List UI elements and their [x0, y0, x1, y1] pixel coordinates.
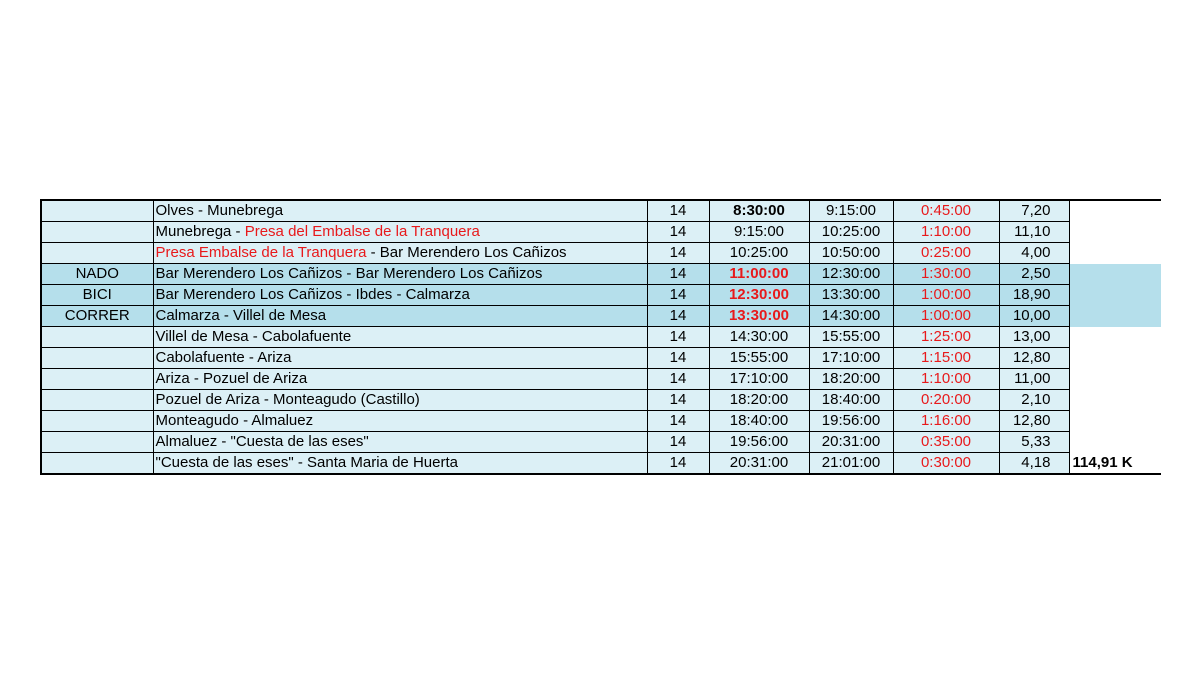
duration: 1:15:00 — [893, 348, 999, 369]
route-text-tail: - Bar Merendero Los Cañizos — [366, 244, 567, 261]
route-cell — [153, 390, 647, 411]
route-cell — [153, 285, 647, 306]
start-time: 9:15:00 — [709, 222, 809, 243]
total-column-cell — [1069, 285, 1161, 306]
route-text: Almaluez - "Cuesta de las eses" — [155, 433, 369, 450]
end-time: 9:15:00 — [809, 200, 893, 222]
route-text: Monteagudo - Almaluez — [155, 412, 314, 429]
route-cell — [153, 369, 647, 390]
route-cell — [153, 348, 647, 369]
total-distance: 114,91 K — [1069, 453, 1161, 475]
distance-km: 11,10 — [999, 222, 1069, 243]
total-column-cell — [1069, 243, 1161, 264]
table-row — [41, 411, 1161, 432]
discipline-label — [41, 390, 153, 411]
table-row — [41, 390, 1161, 411]
table-row — [41, 327, 1161, 348]
table-row — [41, 453, 1161, 475]
duration: 0:30:00 — [893, 453, 999, 475]
total-column-cell — [1069, 306, 1161, 327]
duration: 0:25:00 — [893, 243, 999, 264]
participant-count: 14 — [647, 243, 709, 264]
distance-km: 10,00 — [999, 306, 1069, 327]
route-text: Bar Merendero Los Cañizos - Bar Merendero Los Cañizos — [155, 265, 543, 282]
duration: 1:16:00 — [893, 411, 999, 432]
discipline-label — [41, 222, 153, 243]
duration: 0:35:00 — [893, 432, 999, 453]
discipline-label — [41, 453, 153, 475]
distance-km: 2,50 — [999, 264, 1069, 285]
start-time: 18:40:00 — [709, 411, 809, 432]
duration: 1:00:00 — [893, 285, 999, 306]
discipline-label — [41, 327, 153, 348]
distance-km: 2,10 — [999, 390, 1069, 411]
schedule-table — [40, 199, 1161, 475]
participant-count: 14 — [647, 264, 709, 285]
participant-count: 14 — [647, 306, 709, 327]
participant-count: 14 — [647, 432, 709, 453]
discipline-label — [41, 369, 153, 390]
route-cell — [153, 453, 647, 475]
table-row — [41, 348, 1161, 369]
route-cell — [153, 432, 647, 453]
table-row — [41, 432, 1161, 453]
route-text: Olves - Munebrega — [155, 202, 284, 219]
start-time: 12:30:00 — [709, 285, 809, 306]
discipline-label — [41, 411, 153, 432]
participant-count: 14 — [647, 348, 709, 369]
end-time: 13:30:00 — [809, 285, 893, 306]
table-row — [41, 264, 1161, 285]
end-time: 18:20:00 — [809, 369, 893, 390]
start-time: 17:10:00 — [709, 369, 809, 390]
start-time: 10:25:00 — [709, 243, 809, 264]
end-time: 19:56:00 — [809, 411, 893, 432]
start-time: 20:31:00 — [709, 453, 809, 475]
route-text: Pozuel de Ariza - Monteagudo (Castillo) — [155, 391, 420, 408]
total-column-cell — [1069, 369, 1161, 390]
start-time: 13:30:00 — [709, 306, 809, 327]
participant-count: 14 — [647, 222, 709, 243]
start-time: 14:30:00 — [709, 327, 809, 348]
discipline-label — [41, 348, 153, 369]
duration: 0:45:00 — [893, 200, 999, 222]
route-cell — [153, 243, 647, 264]
end-time: 12:30:00 — [809, 264, 893, 285]
table-row — [41, 306, 1161, 327]
end-time: 18:40:00 — [809, 390, 893, 411]
participant-count: 14 — [647, 369, 709, 390]
distance-km: 13,00 — [999, 327, 1069, 348]
start-time: 11:00:00 — [709, 264, 809, 285]
total-column-cell — [1069, 411, 1161, 432]
end-time: 10:25:00 — [809, 222, 893, 243]
total-column-cell — [1069, 348, 1161, 369]
participant-count: 14 — [647, 285, 709, 306]
table-row — [41, 243, 1161, 264]
discipline-label: NADO — [41, 264, 153, 285]
route-cell — [153, 222, 647, 243]
discipline-label — [41, 432, 153, 453]
route-highlight-text: Presa del Embalse de la Tranquera — [244, 223, 480, 240]
total-column-cell — [1069, 327, 1161, 348]
table-row — [41, 369, 1161, 390]
participant-count: 14 — [647, 411, 709, 432]
distance-km: 5,33 — [999, 432, 1069, 453]
participant-count: 14 — [647, 453, 709, 475]
discipline-label: BICI — [41, 285, 153, 306]
discipline-label: CORRER — [41, 306, 153, 327]
route-highlight-text: Presa Embalse de la Tranquera — [155, 244, 367, 261]
start-time: 8:30:00 — [709, 200, 809, 222]
table-row — [41, 200, 1161, 222]
route-text: Munebrega - — [155, 223, 245, 240]
total-column-cell — [1069, 200, 1161, 222]
duration: 1:10:00 — [893, 369, 999, 390]
start-time: 18:20:00 — [709, 390, 809, 411]
route-text: Villel de Mesa - Cabolafuente — [155, 328, 352, 345]
end-time: 17:10:00 — [809, 348, 893, 369]
discipline-label — [41, 243, 153, 264]
table-row — [41, 285, 1161, 306]
table-row — [41, 222, 1161, 243]
discipline-label — [41, 200, 153, 222]
route-cell — [153, 200, 647, 222]
end-time: 10:50:00 — [809, 243, 893, 264]
end-time: 21:01:00 — [809, 453, 893, 475]
distance-km: 12,80 — [999, 348, 1069, 369]
participant-count: 14 — [647, 327, 709, 348]
route-text: Cabolafuente - Ariza — [155, 349, 292, 366]
distance-km: 18,90 — [999, 285, 1069, 306]
distance-km: 4,00 — [999, 243, 1069, 264]
end-time: 14:30:00 — [809, 306, 893, 327]
route-cell — [153, 411, 647, 432]
start-time: 15:55:00 — [709, 348, 809, 369]
total-column-cell — [1069, 222, 1161, 243]
duration: 1:30:00 — [893, 264, 999, 285]
duration: 0:20:00 — [893, 390, 999, 411]
duration: 1:00:00 — [893, 306, 999, 327]
distance-km: 7,20 — [999, 200, 1069, 222]
end-time: 20:31:00 — [809, 432, 893, 453]
distance-km: 11,00 — [999, 369, 1069, 390]
route-cell — [153, 264, 647, 285]
distance-km: 4,18 — [999, 453, 1069, 475]
total-column-cell — [1069, 390, 1161, 411]
route-text: "Cuesta de las eses" - Santa Maria de Huerta — [155, 454, 458, 471]
route-cell — [153, 306, 647, 327]
end-time: 15:55:00 — [809, 327, 893, 348]
duration: 1:10:00 — [893, 222, 999, 243]
route-text: Ariza - Pozuel de Ariza — [155, 370, 308, 387]
duration: 1:25:00 — [893, 327, 999, 348]
total-column-cell — [1069, 264, 1161, 285]
participant-count: 14 — [647, 200, 709, 222]
total-column-cell — [1069, 432, 1161, 453]
participant-count: 14 — [647, 390, 709, 411]
route-text: Calmarza - Villel de Mesa — [155, 307, 327, 324]
route-text: Bar Merendero Los Cañizos - Ibdes - Calmarza — [155, 286, 470, 303]
route-cell — [153, 327, 647, 348]
start-time: 19:56:00 — [709, 432, 809, 453]
distance-km: 12,80 — [999, 411, 1069, 432]
